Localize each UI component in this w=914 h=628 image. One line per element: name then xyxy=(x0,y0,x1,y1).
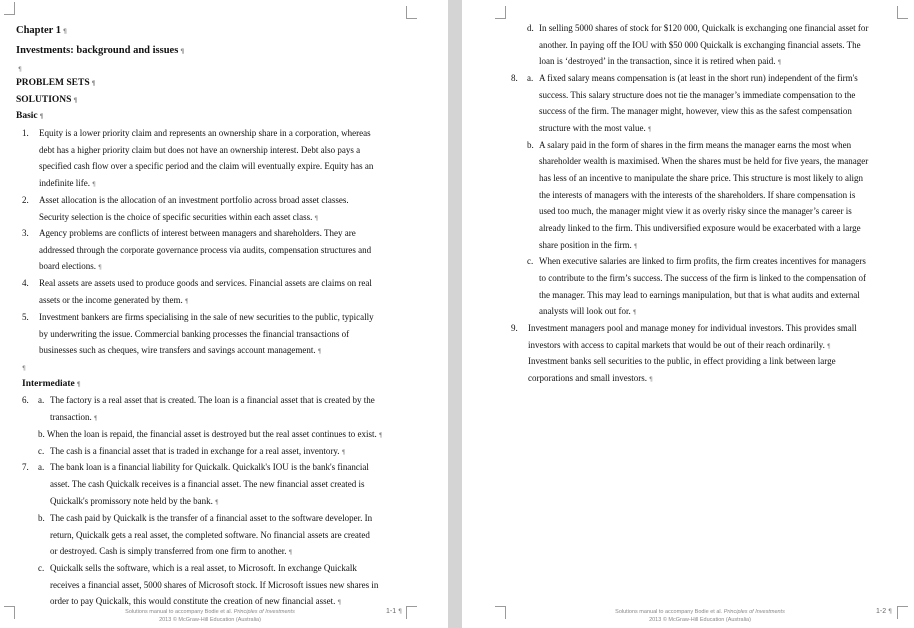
answer-9-line: corporations and small investors. ¶ xyxy=(528,373,653,383)
answer-8a-line: success. This salary structure does not tie the manager’s immediate compensation to the xyxy=(539,90,856,100)
answer-8b-line: has less of an incentive to manipulate the share price. This structure is most likely to align xyxy=(539,173,864,183)
crop-mark xyxy=(897,6,908,19)
answer-8c-line: When executive salaries are linked to firm profits, the firm creates incentives for managers xyxy=(539,256,866,266)
section-heading-solutions: SOLUTIONS ¶ xyxy=(16,95,78,105)
list-letter: c. xyxy=(38,446,45,456)
page-footer: Solutions manual to accompany Bodie et al. Principles of Investments 2013 © McGraw-Hill Education (Australia) xyxy=(615,609,785,623)
answer-8b-line: the interests of managers with the interests of the shareholders. If share compensation is xyxy=(539,190,856,200)
answer-7c-line: Quickalk sells the software, which is a real asset, to Microsoft. In exchange Quickalk xyxy=(50,563,357,573)
list-letter: a. xyxy=(527,73,534,83)
answer-3-line: board elections. ¶ xyxy=(39,261,102,271)
answer-9-line: Investment banks sell securities to the public, in effect providing a link between large xyxy=(528,356,836,366)
section-heading-problem-sets: PROBLEM SETS ¶ xyxy=(16,78,96,88)
answer-7b-line: return, Quickalk gets a real asset, the completed software. No financial assets are created xyxy=(50,530,370,540)
answer-5-line: Investment bankers are firms specialising in the sale of new securities to the public, typically xyxy=(39,312,374,322)
empty-paragraph: ¶ xyxy=(18,66,22,73)
answer-8c-line: analysts will look out for. ¶ xyxy=(539,306,637,316)
list-number: 1. xyxy=(22,128,29,138)
answer-7a-line: asset. The cash Quickalk receives is a financial asset. The new financial asset created is xyxy=(50,479,365,489)
crop-mark xyxy=(4,2,15,15)
answer-2-line: Asset allocation is the allocation of an investment portfolio across broad asset classes. xyxy=(39,195,349,205)
list-letter: b. xyxy=(38,513,45,523)
list-number: 6. xyxy=(22,395,29,405)
answer-9-line: investors with access to capital markets that would be out of their reach ordinarily. ¶ xyxy=(528,340,831,350)
crop-mark xyxy=(4,606,15,619)
list-number: 3. xyxy=(22,228,29,238)
list-number: 5. xyxy=(22,312,29,322)
page-number: 1-2 ¶ xyxy=(876,608,892,615)
list-letter: a. xyxy=(38,395,45,405)
answer-8a-line: success of the firm. The manager might, however, view this as the safest compensation xyxy=(539,106,852,116)
answer-6a-line: The factory is a real asset that is created. The loan is a financial asset that is created by the xyxy=(50,395,375,405)
list-number: 7. xyxy=(22,462,29,472)
answer-6c-line: The cash is a financial asset that is traded in exchange for a real asset, inventory. ¶ xyxy=(50,446,346,456)
answer-1-line: debt has a higher priority claim but does not have an ownership interest. Debt also pays a xyxy=(39,145,361,155)
subsection-heading-basic: Basic ¶ xyxy=(16,111,44,121)
chapter-subtitle: Investments: background and issues ¶ xyxy=(16,45,185,56)
document-page-2[interactable] xyxy=(462,0,914,628)
answer-7b-line: or destroyed. Cash is simply transferred from one firm to another. ¶ xyxy=(50,546,293,556)
answer-1-line: specified cash flow over a specific period and the claim will eventually expire. Equity has an xyxy=(39,161,374,171)
subsection-heading-intermediate: Intermediate ¶ xyxy=(22,379,81,389)
answer-7a-line: Quickalk's promissory note held by the bank. ¶ xyxy=(50,496,219,506)
answer-7d-line: In selling 5000 shares of stock for $120 000, Quickalk is exchanging one financial asset for xyxy=(539,23,869,33)
list-letter: c. xyxy=(38,563,45,573)
answer-4-line: assets or the income generated by them. ¶ xyxy=(39,295,189,305)
list-letter: b. xyxy=(527,140,534,150)
list-letter: d. xyxy=(527,23,534,33)
answer-3-line: Agency problems are conflicts of interest between managers and shareholders. They are xyxy=(39,228,356,238)
answer-9-line: Investment managers pool and manage money for individual investors. This provides small xyxy=(528,323,857,333)
answer-8c-line: the manager. This may lead to earnings manipulation, but that is what audits and external xyxy=(539,290,860,300)
answer-6b-line: b. When the loan is repaid, the financial asset is destroyed but the real asset continues to exist. ¶ xyxy=(38,429,383,439)
answer-7b-line: The cash paid by Quickalk is the transfer of a financial asset to the software developer. In xyxy=(50,513,373,523)
chapter-heading: Chapter 1 ¶ xyxy=(16,25,67,36)
answer-2-line: Security selection is the choice of specific securities within each asset class. ¶ xyxy=(39,212,319,222)
crop-mark xyxy=(406,606,417,619)
answer-7c-line: order to pay Quickalk, this would constitute the creation of new financial asset. ¶ xyxy=(50,596,342,606)
answer-4-line: Real assets are assets used to produce goods and services. Financial assets are claims on real xyxy=(39,278,372,288)
answer-8c-line: to contribute to the firm’s success. The success of the firm is linked to the compensation of xyxy=(539,273,867,283)
answer-5-line: by underwriting the issue. Commercial banking processes the financial transactions of xyxy=(39,329,350,339)
crop-mark xyxy=(495,606,506,619)
list-number: 9. xyxy=(511,323,518,333)
list-letter: c. xyxy=(527,256,534,266)
list-number: 8. xyxy=(511,73,518,83)
answer-1-line: indefinite life. ¶ xyxy=(39,178,96,188)
crop-mark xyxy=(495,6,506,19)
crop-mark xyxy=(406,6,417,19)
answer-8b-line: shareholder wealth is maximised. When the shares must be held for five years, the manager xyxy=(539,156,869,166)
answer-7c-line: receives a financial asset, 5000 shares of Microsoft stock. If Microsoft issues new shares in xyxy=(50,580,379,590)
crop-mark xyxy=(897,606,908,619)
document-page-1[interactable] xyxy=(0,0,448,628)
answer-8b-line: already linked to the firm. This undiversified exposure would be exacerbated with a large xyxy=(539,223,861,233)
answer-8b-line: used too much, the manager might view it as overly risky since the manager’s career is xyxy=(539,206,852,216)
answer-3-line: addressed through the corporate governance process via audits, compensation structures and xyxy=(39,245,372,255)
list-letter: a. xyxy=(38,462,45,472)
answer-8a-line: A fixed salary means compensation is (at least in the short run) independent of the firm's xyxy=(539,73,858,83)
list-number: 4. xyxy=(22,278,29,288)
answer-8b-line: A salary paid in the form of shares in the firm means the manager earns the most when xyxy=(539,140,852,150)
answer-8a-line: structure with the most value. ¶ xyxy=(539,123,652,133)
answer-7d-line: loan is ‘destroyed’ in the transaction, since it is retired when paid. ¶ xyxy=(539,56,782,66)
answer-7d-line: another. In paying off the IOU with $50 000 Quickalk is exchanging financial assets. The xyxy=(539,40,861,50)
list-number: 2. xyxy=(22,195,29,205)
answer-1-line: Equity is a lower priority claim and represents an ownership share in a corporation, whereas xyxy=(39,128,371,138)
answer-5-line: businesses such as cheques, wire transfers and savings account management. ¶ xyxy=(39,345,322,355)
answer-7a-line: The bank loan is a financial liability for Quickalk. Quickalk's IOU is the bank's financial xyxy=(50,462,369,472)
page-number: 1-1 ¶ xyxy=(386,608,402,615)
answer-8b-line: share position in the firm. ¶ xyxy=(539,240,638,250)
empty-paragraph: ¶ xyxy=(22,365,26,372)
answer-6a-line: transaction. ¶ xyxy=(50,412,98,422)
page-gutter xyxy=(448,0,462,628)
page-footer: Solutions manual to accompany Bodie et al. Principles of Investments 2013 © McGraw-Hill Education (Australia) xyxy=(125,609,295,623)
